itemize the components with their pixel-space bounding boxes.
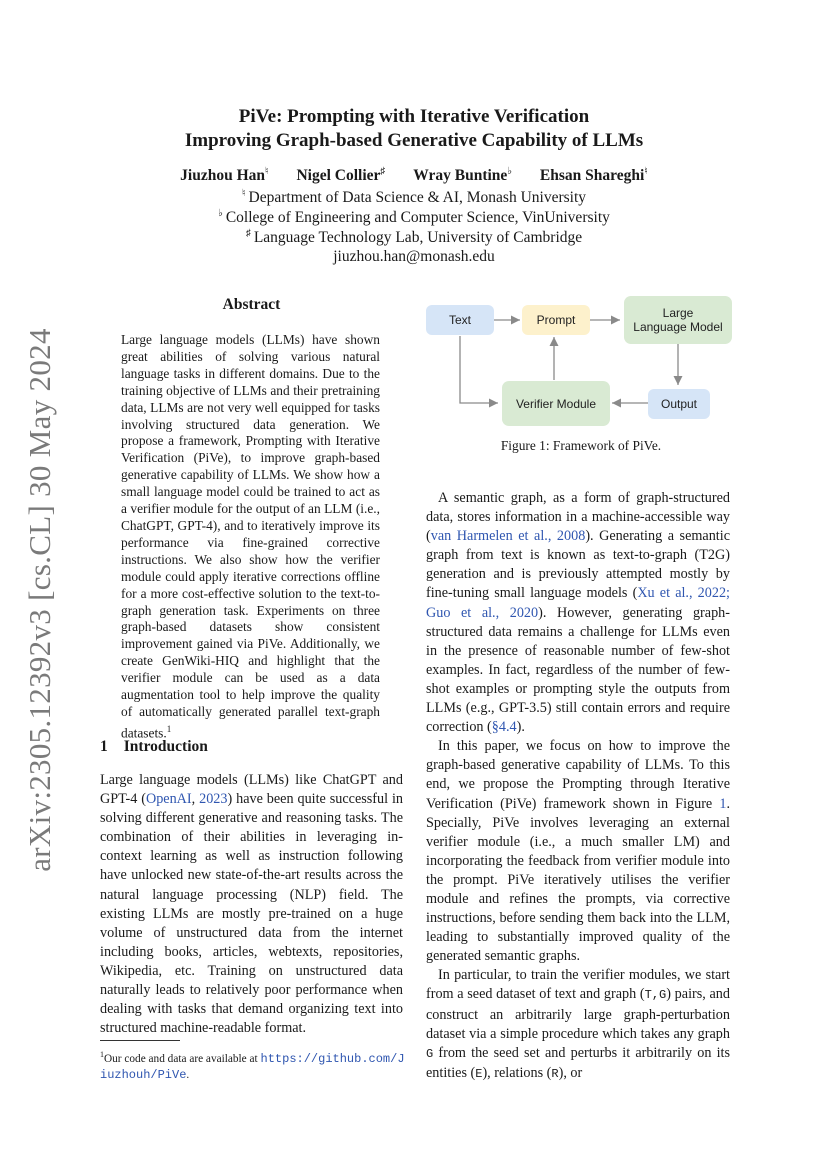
arxiv-id: arXiv:2305.12392v3 [cs.CL] 30 May 2024 (22, 328, 57, 872)
node-prompt (522, 305, 590, 335)
title-line-1: PiVe: Prompting with Iterative Verification (238, 106, 590, 127)
svg-text:Verifier Module: Verifier Module (515, 397, 597, 411)
node-verifier-module (502, 381, 610, 426)
citation-link[interactable]: Xu et al., 2022; Guo et al., 2020 (426, 585, 730, 621)
figure-caption: Figure 1: Framework of PiVe. (500, 438, 662, 453)
footnote-ref[interactable]: 1 (166, 723, 172, 734)
footnote: $^1$Our code and data are available at https://github.com/Jiuzhouh/PiVe. (100, 1050, 405, 1082)
citation-link[interactable]: OpenAI (145, 791, 192, 808)
affiliation: ♭ College of Engineering and Computer Science, VinUniversity (218, 208, 610, 227)
node-text (426, 305, 494, 335)
abstract-text: Large language models (LLMs) have shown great abilities of solving various natural language tasks in different domains. Due to the training objective of LLMs and their pretraining data, LLMs are not very well equipped for tasks involving structured data generation. We propose a framework, Prompting with Iterative Verification (PiVe), to improve graph-based generative capability of LLMs. We show how a small language model could be trained to act as a verifier module for the output of an LLM (i.e., ChatGPT, GPT-4), and to iteratively improve its performance via fine-grained corrective instructions. We also show how the verifier module could apply iterative corrections offline for a more cost-effective solution to the text-to-graph generation task. Experiments on three graph-based datasets show consistent improvement gained via PiVe. Additionally, we create GenWiki-HIQ and highlight that the verifier module can be used as a data augmentation tool to help improve the quality of automatically generated parallel text-graph datasets.$^1$ (121, 332, 380, 741)
author-list (0, 166, 828, 185)
node-large-language-model (624, 296, 732, 344)
paragraph: In this paper, we focus on how to improve the graph-based generative capability of LLMs. To this end, we propose the Prompting through Iterative Verification (PiVe) framework shown in Figure 1. Specially, PiVe involves leveraging an external verifier module (i.e., a much smaller LM) and incorporating the feedback from verifier module into the prompt. PiVe iteratively utilises the verifier module and refines the prompts, via corrective instructions, before sending them back into the LLM, leading to substantially improved quality of the generated semantic graphs. (426, 738, 730, 965)
footnote-divider (100, 1040, 180, 1041)
intro-paragraph: Large language models (LLMs) like ChatGPT and GPT-4 (OpenAI, 2023) have been quite successful in solving different generative and reasoning tasks. The combination of their abilities in leveraging in-context learning as well as instruction following have unlocked new state-of-the-art results across the natural language processing (NLP) field. The existing LLMs are mostly pre-trained on a huge volume of unstructured data from the internet including books, articles, webtexts, repositories, Wikipedia, etc. Training on unstructured data naturally leads to relatively poor performance when dealing with tasks that demand organizing text into structured machine-readable format. (100, 772, 403, 1037)
author: Ehsan Shareghi♮ (539, 166, 648, 185)
abstract-heading: Abstract (222, 296, 281, 313)
title-line-2: Improving Graph-based Generative Capability of LLMs (184, 130, 644, 151)
affiliation: ♯ Language Technology Lab, University of Cambridge (245, 228, 583, 247)
affiliation: ♮ Department of Data Science & AI, Monash University (241, 188, 587, 207)
svg-text:Output: Output (660, 397, 698, 411)
framework-figure (416, 288, 746, 433)
author: Nigel Collier♯ (296, 166, 386, 185)
svg-text:Large: Large (662, 306, 694, 320)
section-link[interactable]: §4.4 (491, 719, 517, 736)
author: Jiuzhou Han♮ (180, 166, 269, 185)
arrow-text-to-verifier (460, 336, 498, 403)
svg-text:Text: Text (448, 313, 472, 327)
citation-link[interactable]: 2023 (199, 791, 228, 808)
section-heading: 1 Introduction (100, 738, 208, 755)
svg-text:Prompt: Prompt (536, 313, 576, 327)
paragraph: A semantic graph, as a form of graph-structured data, stores information in a machine-accessible way (van Harmelen et al., 2008). Generating a semantic graph from text is known as text-to-graph (T2G) generation and is previously attempted mostly by fine-tuning small language models (Xu et al., 2022; Guo et al., 2020). However, generating graph-structured data remains a challenge for LLMs even in the presence of reasonable number of few-shot examples. In fact, regardless of the number of few-shot examples or prompting style the outputs from LLMs (e.g., GPT-3.5) still contain errors and require correction (§4.4). (426, 490, 730, 736)
citation-link[interactable]: van Harmelen et al., 2008 (430, 528, 586, 545)
repo-link[interactable]: https://github.com/Jiuzhouh/PiVe (100, 1051, 405, 1082)
right-column-text (426, 489, 730, 1084)
svg-text:Language Model: Language Model (633, 320, 723, 334)
paper-title (0, 105, 828, 153)
node-output (648, 389, 710, 419)
figure-link[interactable]: 1 (719, 795, 727, 812)
author-email[interactable]: jiuzhou.han@monash.edu (333, 248, 495, 265)
paragraph: In particular, to train the verifier modules, we start from a seed dataset of text and graph (T,G) pairs, and construct an arbitrarily large graph-perturbation dataset via a simple procedure which takes any graph G from the seed set and perturbs it arbitrarily on its entities (E), relations (R), or (426, 967, 730, 1081)
author: Wray Buntine♭ (413, 166, 513, 185)
